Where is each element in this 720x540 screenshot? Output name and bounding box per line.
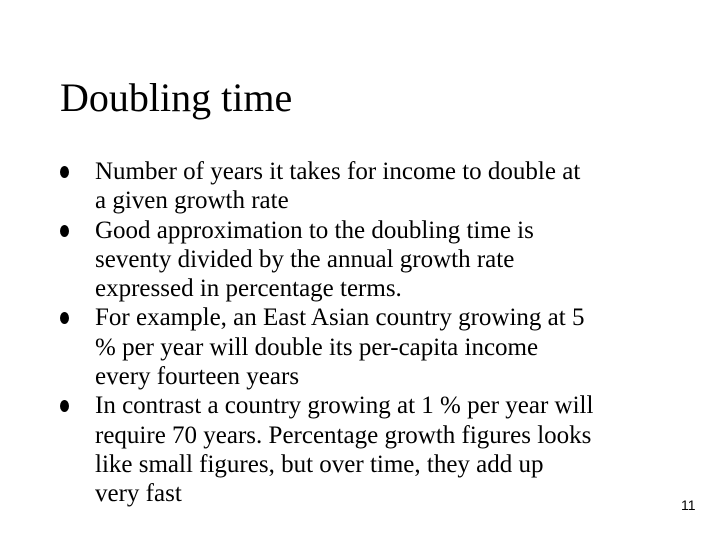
bullet-line: seventy divided by the annual growth rate bbox=[95, 245, 515, 273]
bullet-dot-icon bbox=[60, 312, 69, 324]
bullet-item bbox=[58, 157, 698, 216]
bullet-line: a given growth rate bbox=[95, 187, 289, 215]
bullet-line: like small figures, but over time, they add up bbox=[95, 450, 544, 478]
bullet-line: Good approximation to the doubling time is bbox=[95, 216, 534, 244]
bullet-line: expressed in percentage terms. bbox=[95, 275, 402, 303]
bullet-line: Number of years it takes for income to double at bbox=[95, 158, 581, 185]
bullet-dot-icon bbox=[60, 166, 69, 178]
page-number: 11 bbox=[681, 497, 696, 513]
bullet-item bbox=[58, 303, 698, 391]
bullet-line: every fourteen years bbox=[95, 363, 300, 391]
bullet-line: % per year will double its per-capita income bbox=[95, 333, 539, 361]
bullet-line: require 70 years. Percentage growth figures looks bbox=[95, 421, 592, 449]
bullet-dot-icon bbox=[60, 225, 69, 237]
bullet-line: In contrast a country growing at 1 % per year will bbox=[95, 392, 594, 420]
bullet-item bbox=[58, 216, 698, 304]
bullet-line: very fast bbox=[95, 480, 182, 508]
bullet-line: For example, an East Asian country growing at 5 bbox=[95, 304, 585, 332]
slide-title: Doubling time bbox=[60, 75, 293, 120]
bullet-dot-icon bbox=[60, 400, 69, 412]
bullet-item bbox=[58, 391, 698, 508]
bullet-list bbox=[58, 157, 698, 509]
